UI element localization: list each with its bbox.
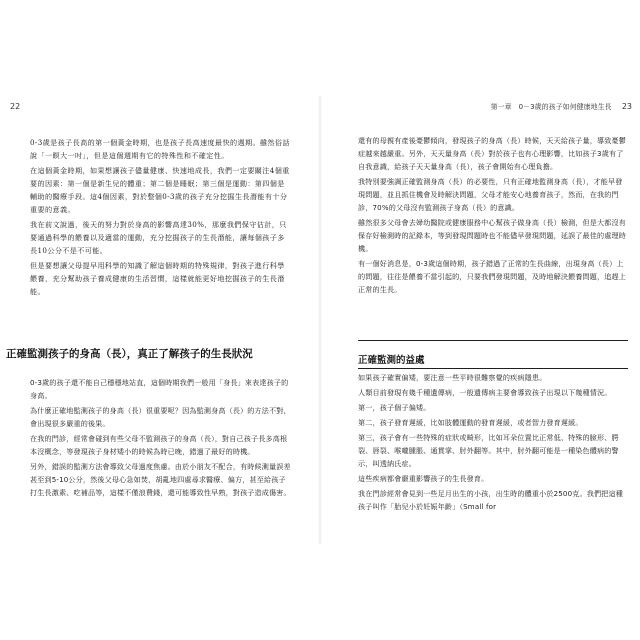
right-page [322, 96, 640, 544]
heading-rule-bottom [358, 368, 628, 369]
section-heading: 正確監測孩子的身高（長），真正了解孩子的生長狀況 [6, 348, 253, 360]
paragraph: 有一個好消息是，0-3歲這個時期，孩子錯過了正常的生長曲線，出現身高（長）上的問題，往往是餵養不當引起的，只要我們發現問題，及時地解決餵養問題，追趕上正常的生長。 [358, 259, 627, 294]
book-spread [0, 96, 640, 544]
paragraph: 0-3歲是孩子長高的第一個黃金時期，也是孩子長高速度最快的週期。雖然俗話說「一瞑大一吋」，但是這個週期有它的特殊性和不確定性。 [30, 138, 290, 160]
paragraph: 我特別要強調正確監測身高（長）的必要性，只有正確地監測身高（長），才能早發現問題，並且抓住機會及時解決問題，父母才能安心地養育孩子，然而，在我的門診，70%的父母沒有監測孩子身高（長）的意識。 [358, 177, 623, 212]
paragraph: 如果孩子確實偏矮，要注意一些平時很難察覺的疾病隱患。 [358, 373, 547, 382]
paragraph: 第三，孩子會有一些特殊的症狀或畸形，比如耳朵位置比正常低、特殊的臉形、腭裂、唇裂、喉嚨腫脹、通貫掌、肘外翻等。其中，肘外翻可能是一種染色體病的警示，叫透納氏症。 [358, 433, 619, 468]
running-head [491, 102, 632, 112]
left-page [0, 96, 318, 544]
paragraph: 在這個黃金時期，如果想讓孩子儘量健康、快速地成長，我們一定要關注4個重要的因素：第一個是新生兒的體重；第二個是睡眠；第三個是運動：第四個是輔助的醫療手段。這4個因素，對於整個0-3歲的孩子充分挖掘生長潛能有十分重要的意義。 [30, 166, 290, 214]
intro-text-block [30, 136, 292, 300]
section-text-block [358, 371, 628, 515]
paragraph: 第一，孩子個子偏矮。 [358, 403, 431, 412]
chapter-title: 第一章 0－3歲的孩子如何健康地生長 [490, 103, 612, 111]
section-text-block [30, 376, 292, 501]
heading-rule-top [358, 340, 628, 341]
paragraph: 還有的母親有產後憂鬱傾向，發現孩子的身高（長）時候，天天給孩子量，導致憂鬱症越來越嚴重。另外，天天量身高（長）對於孩子也有心理影響，比如孩子3歲有了自我意識，給孩子天天量身高（長），孩子會開始有心理負擔。 [358, 136, 627, 171]
paragraph: 另外，錯誤的監測方法會導致父母過度焦慮。由於小朋友不配合，有時候測量誤差甚至到5-10公分，然後父母心急如焚，胡亂地四處尋求醫療、偏方，甚至給孩子打生長激素、吃補品等，這樣不僅浪費錢，還可能導致性早熟，對孩子造成傷害。 [30, 462, 291, 497]
paragraph: 為什麼正確地監測孩子的身高（長）很重要呢？因為監測身高（長）的方法不對，會出現很多嚴重的後果。 [30, 406, 291, 428]
paragraph: 在我的門診，經常會碰到有些父母不監測孩子的身高（長），對自己孩子長多高根本沒概念，等發現孩子身材矮小的時候為時已晚，錯過了最好的時機。 [30, 434, 288, 456]
paragraph: 我在前文說過，後天的努力對於身高的影響高達30%，那麼我們保守估計，只要通過科學的餵養以及適當的運動，充分挖掘孩子的生長潛能，讓每個孩子多長10公分不是不可能。 [30, 220, 287, 255]
paragraph: 這些疾病都會嚴重影響孩子的生長發育。 [358, 474, 489, 483]
section-heading: 正確監測的益處 [358, 355, 425, 366]
page-number: 22 [10, 102, 21, 111]
paragraph: 但是要想讓父母提早用科學的知識了解這個時期的特殊規律，對孩子進行科學餵養，充分幫助孩子養成健康的生活習慣，這樣就能更好地挖掘孩子的生長潛能。 [30, 261, 285, 296]
paragraph: 0-3歲的孩子還不能自己穩穩地站直，這個時期我們一般用「身長」來表達孩子的身高。 [30, 378, 289, 400]
paragraph: 人類目前發現有幾千種遺傳病，一般遺傳病主要會導致孩子出現以下幾種情況。 [358, 388, 612, 397]
paragraph: 第二，孩子發育遲緩，比如肢體運動的發育遲緩，或者智力發育遲緩。 [358, 418, 583, 427]
paragraph: 雖然很多父母會去婦幼醫院或健康服務中心幫孩子做身高（長）檢測，但是大都沒有保存好檢測時的記錄本，等到發現問題時也不能儘早發現問題，延誤了最佳的處理時機。 [358, 218, 627, 253]
paragraph: 我在門診經常會見到一些足月出生的小孩，出生時的體重小於2500克。我們把這種孩子叫作「胎兒小於妊娠年齡」（Small for [358, 489, 623, 511]
page-number: 23 [621, 102, 632, 111]
top-text-block [358, 134, 628, 298]
